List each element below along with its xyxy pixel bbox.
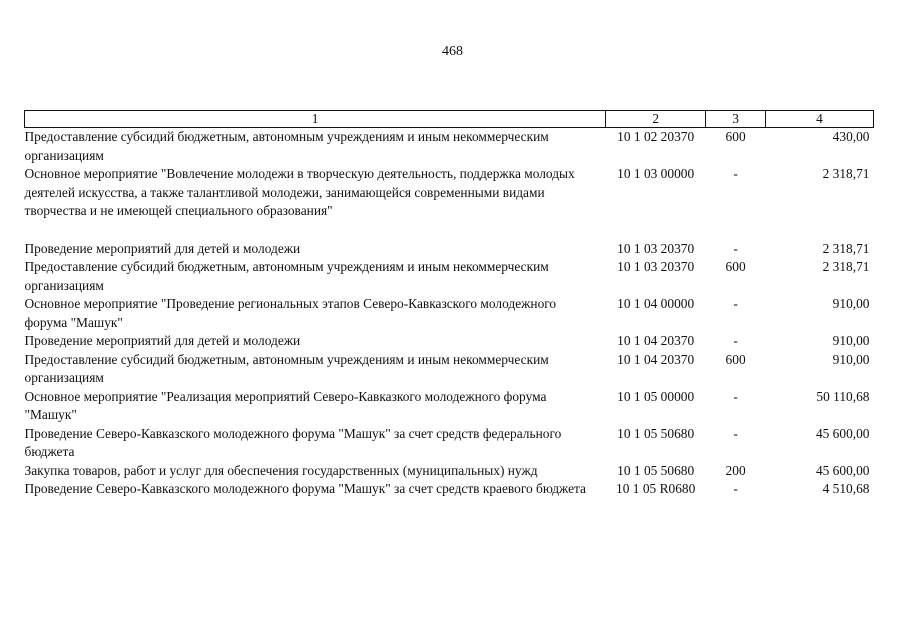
row-type: - (733, 240, 738, 256)
row-code: 10 1 05 R0680 (616, 481, 696, 496)
row-amount: 2 318,71 (822, 259, 870, 274)
row-code: 10 1 05 00000 (617, 388, 695, 404)
row-type: - (733, 388, 738, 404)
row-name: Проведение мероприятий для детей и молодежи (24, 240, 301, 256)
table-row (25, 388, 874, 425)
table-row (25, 425, 874, 462)
header-col-1: 1 (25, 111, 606, 128)
table-body (25, 128, 874, 499)
row-code: 10 1 04 00000 (617, 296, 695, 311)
row-code: 10 1 02 20370 (617, 129, 695, 144)
row-amount: 4 510,68 (822, 481, 870, 496)
header-col-3: 3 (706, 111, 766, 128)
table-row (25, 165, 874, 240)
row-name: Основное мероприятие "Реализация мероприятий Северо-Кавказкого молодежного форума "Машук" (24, 388, 547, 422)
row-name: Проведение Северо-Кавказского молодежного форума "Машук" за счет средств краевого бюджета (24, 481, 586, 496)
table-header (25, 111, 874, 128)
table-row (25, 351, 874, 388)
row-name: Предоставление субсидий бюджетным, автономным учреждениям и иным некоммерческим организациям (24, 351, 549, 385)
table-row (25, 462, 874, 481)
row-name: Закупка товаров, работ и услуг для обеспечения государственных (муниципальных) нужд (24, 462, 538, 478)
table-row (25, 480, 874, 499)
row-amount: 910,00 (832, 296, 870, 311)
table-row (25, 240, 874, 259)
row-amount: 50 110,68 (816, 388, 870, 404)
row-type: - (733, 296, 738, 311)
page-number: 468 (442, 44, 463, 59)
row-name: Проведение мероприятий для детей и молодежи (24, 333, 301, 348)
row-type: - (733, 333, 738, 348)
row-amount: 430,00 (832, 129, 870, 144)
row-code: 10 1 05 50680 (617, 425, 695, 441)
row-code: 10 1 03 00000 (617, 166, 695, 181)
row-type: - (733, 481, 738, 496)
row-code: 10 1 04 20370 (617, 351, 695, 367)
row-amount: 910,00 (832, 351, 870, 367)
header-col-2: 2 (606, 111, 706, 128)
row-name: Основное мероприятие "Проведение региональных этапов Северо-Кавказского молодежного форума "Машук" (24, 296, 557, 330)
table-row (25, 258, 874, 295)
row-amount: 2 318,71 (822, 166, 870, 181)
header-row (25, 111, 874, 128)
row-name: Предоставление субсидий бюджетным, автономным учреждениям и иным некоммерческим организациям (24, 129, 549, 163)
row-type: 600 (725, 351, 746, 367)
table-row (25, 332, 874, 351)
row-name: Предоставление субсидий бюджетным, автономным учреждениям и иным некоммерческим организациям (24, 259, 549, 293)
row-amount: 910,00 (832, 333, 870, 348)
row-type: - (733, 425, 738, 441)
row-code: 10 1 05 50680 (617, 462, 695, 478)
row-code: 10 1 04 20370 (617, 333, 695, 348)
row-code: 10 1 03 20370 (617, 259, 695, 274)
row-type: 600 (725, 259, 746, 274)
row-type: 600 (725, 129, 746, 144)
row-type: - (733, 166, 738, 181)
header-col-4: 4 (766, 111, 874, 128)
row-code: 10 1 03 20370 (617, 240, 695, 256)
table-row (25, 295, 874, 332)
budget-table (24, 110, 874, 499)
row-name: Основное мероприятие "Вовлечение молодежи в творческую деятельность, поддержка молодых деятелей искусства, а также талантливой молодежи, занимающейся современными видами творчества и не имеющей специального образования" (24, 166, 575, 218)
table-row (25, 128, 874, 166)
row-name: Проведение Северо-Кавказского молодежного форума "Машук" за счет средств федерального бюджета (24, 425, 562, 459)
row-amount: 45 600,00 (815, 462, 870, 478)
row-type: 200 (725, 462, 746, 478)
row-amount: 2 318,71 (822, 240, 870, 256)
row-amount: 45 600,00 (815, 425, 870, 441)
